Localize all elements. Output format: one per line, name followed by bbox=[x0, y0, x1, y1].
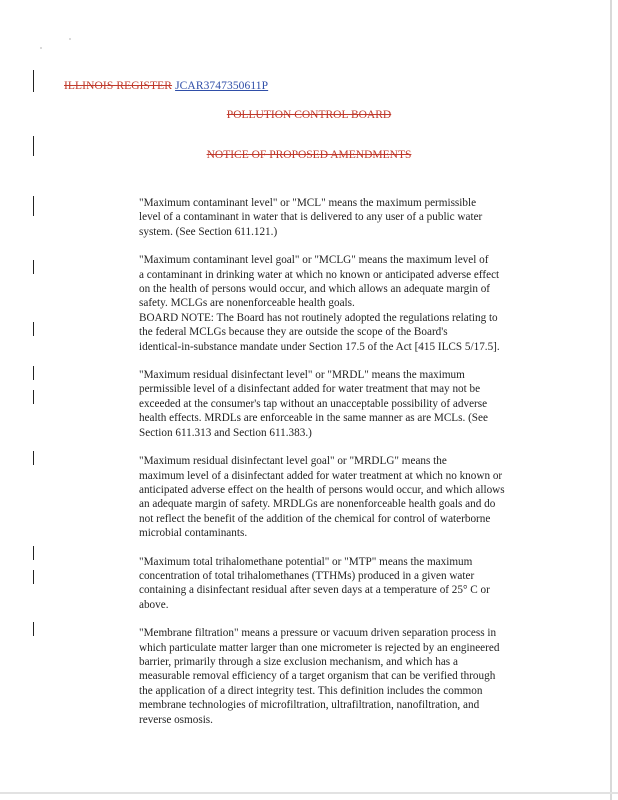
text-line: which particulate matter larger than one micrometer is rejected by an engineered bbox=[139, 641, 500, 654]
change-bar bbox=[33, 451, 34, 465]
text-line: exceeded at the consumer's tap without an unacceptable possibility of adverse bbox=[139, 397, 488, 410]
text-line: permissible level of a disinfectant added for water treatment that may not be bbox=[139, 383, 481, 396]
text-line: maximum level of a disinfectant added for water treatment at which no known or bbox=[139, 469, 503, 482]
register-name-deleted: ILLINOIS REGISTER bbox=[64, 80, 173, 92]
text-line: "Maximum residual disinfectant level goal" or "MRDLG" means the bbox=[139, 455, 447, 468]
definition-maximum-residual-disinfectant-level bbox=[139, 368, 559, 440]
text-line: concentration of total trihalomethanes (TTHMs) produced in a given water bbox=[139, 569, 475, 582]
change-bar bbox=[33, 366, 34, 380]
text-line: the application of a direct integrity test. This definition includes the common bbox=[139, 684, 483, 697]
change-bar bbox=[33, 570, 34, 584]
definition-maximum-contaminant-level-goal bbox=[139, 253, 559, 354]
text-line: reverse osmosis. bbox=[139, 713, 213, 726]
text-line: anticipated adverse effect on the health of persons would occur, and which allows bbox=[139, 483, 505, 496]
text-line: measurable removal efficiency of a target organism that can be verified through bbox=[139, 670, 496, 683]
text-line: on the health of persons would occur, and which allows an adequate margin of bbox=[139, 283, 491, 296]
change-bar bbox=[33, 622, 34, 636]
change-bar bbox=[33, 390, 34, 404]
text-line: "Membrane filtration" means a pressure or vacuum driven separation process in bbox=[139, 627, 497, 640]
change-bar bbox=[33, 70, 34, 92]
change-bar bbox=[33, 260, 34, 274]
text-line: not reflect the benefit of the addition of the chemical for control of waterborne bbox=[139, 512, 491, 525]
scan-speck bbox=[40, 47, 42, 49]
text-line: barrier, primarily through a size exclusion mechanism, and which has a bbox=[139, 655, 458, 668]
scan-speck bbox=[69, 38, 71, 40]
text-line: BOARD NOTE: The Board has not routinely adopted the regulations relating to bbox=[139, 311, 498, 324]
definition-maximum-contaminant-level bbox=[139, 196, 559, 239]
change-bar bbox=[33, 196, 34, 216]
notice-heading bbox=[0, 149, 618, 161]
text-line: "Maximum total trihalomethane potential" or "MTP" means the maximum bbox=[139, 555, 473, 568]
notice-title-deleted: NOTICE OF PROPOSED AMENDMENTS bbox=[206, 149, 412, 161]
text-line: safety. MCLGs are nonenforceable health goals. bbox=[139, 297, 355, 310]
text-line: level of a contaminant in water that is delivered to any user of a public water bbox=[139, 211, 483, 224]
text-line: microbial contaminants. bbox=[139, 527, 248, 540]
text-line: an adequate margin of safety. MRDLGs are nonenforceable health goals and do bbox=[139, 498, 496, 511]
text-line: system. (See Section 611.121.) bbox=[139, 225, 278, 238]
text-line: the federal MCLGs because they are outside the scope of the Board's bbox=[139, 326, 448, 339]
change-bar bbox=[33, 546, 34, 560]
text-line: membrane technologies of microfiltration, ultrafiltration, nanofiltration, and bbox=[139, 699, 480, 712]
text-line: a contaminant in drinking water at which no known or anticipated adverse effect bbox=[139, 268, 500, 281]
register-code-inserted: JCAR3747350611P bbox=[175, 80, 269, 92]
definition-maximum-residual-disinfectant-level-goal bbox=[139, 454, 559, 540]
text-line: health effects. MRDLs are enforceable in the same manner as are MCLs. (See bbox=[139, 412, 488, 425]
text-line: identical-in-substance mandate under Section 17.5 of the Act [415 ILCS 5/17.5]. bbox=[139, 340, 500, 353]
page-edge-bottom bbox=[0, 792, 618, 794]
definitions-body bbox=[139, 196, 559, 741]
definition-maximum-total-trihalomethane-potential bbox=[139, 555, 559, 613]
board-name-deleted: POLLUTION CONTROL BOARD bbox=[226, 109, 392, 121]
text-line: "Maximum contaminant level" or "MCL" means the maximum permissible bbox=[139, 197, 477, 209]
text-line: "Maximum contaminant level goal" or "MCLG" means the maximum level of bbox=[139, 254, 489, 267]
text-line: Section 611.313 and Section 611.383.) bbox=[139, 426, 312, 439]
board-heading bbox=[0, 109, 618, 121]
change-bar bbox=[33, 322, 34, 336]
text-line: above. bbox=[139, 598, 169, 611]
text-line: containing a disinfectant residual after seven days at a temperature of 25° C or bbox=[139, 584, 490, 597]
register-header bbox=[64, 80, 268, 92]
text-line: "Maximum residual disinfectant level" or "MRDL" means the maximum bbox=[139, 369, 465, 382]
definition-membrane-filtration bbox=[139, 626, 559, 727]
